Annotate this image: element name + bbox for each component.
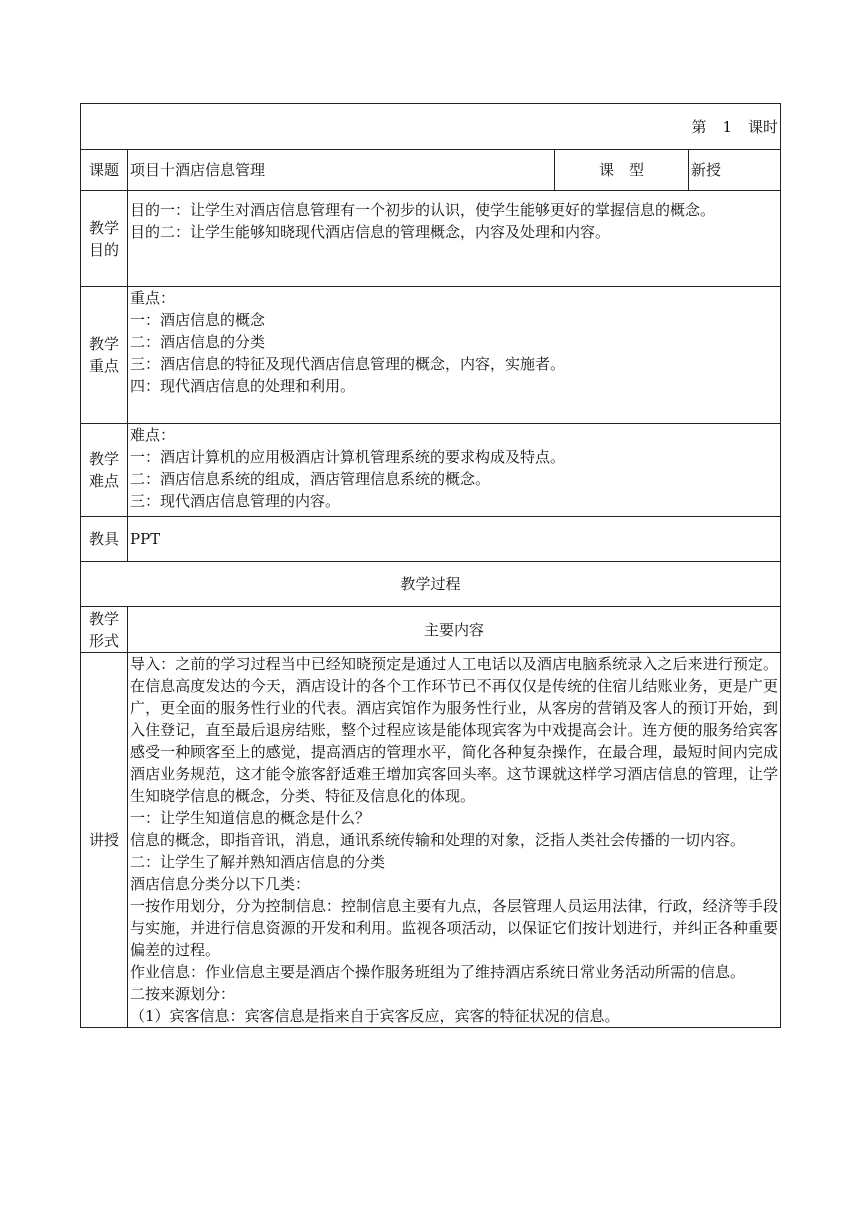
difficulty-line: 二：酒店信息系统的组成，酒店管理信息系统的概念。 xyxy=(130,470,491,488)
content-paragraph: 酒店信息分类分以下几类： xyxy=(130,875,311,893)
content-paragraph: 二：让学生了解并熟知酒店信息的分类 xyxy=(130,853,386,871)
content-paragraph: 导入：之前的学习过程当中已经知晓预定是通过人工电话以及酒店电脑系统录入之后来进行预定。在信息高度发达的今天，酒店设计的各个工作环节已不再仅仅是传统的住宿儿结账业务，更是广更广，更全面的服务性行业的代表。酒店宾馆作为服务性行业，从客房的营销及客人的预订开始，到入住登记，直至最后退房结账，整个过程应该是能体现宾客为中戏提高会计。连方便的服务给宾客感受一种顾客至上的感觉，提高酒店的管理水平，简化各种复杂操作，在最合理，最短时间内完成酒店业务规范，这才能令旅客舒适难王增加宾客回头率。这节课就这样学习酒店信息的管理，让学生知晓学信息的概念，分类、特征及信息化的体现。 xyxy=(130,655,779,805)
key-point-line: 一：酒店信息的概念 xyxy=(130,311,266,329)
objectives-row xyxy=(81,191,781,287)
content-paragraph: 一按作用划分，分为控制信息：控制信息主要有九点，各层管理人员运用法律，行政，经济等手段与实施，并进行信息资源的开发和利用。监视各项活动，以保证它们按计划进行，并纠正各种重要偏差的过程。 xyxy=(130,897,779,959)
tools-value: PPT xyxy=(128,517,781,562)
difficulty-line: 一：酒店计算机的应用极酒店计算机管理系统的要求构成及特点。 xyxy=(130,448,566,466)
topic-label: 课题 xyxy=(81,150,128,191)
lesson-number-cell xyxy=(81,104,781,150)
content-paragraph: （1）宾客信息：宾客信息是指来自于宾客反应，宾客的特征状况的信息。 xyxy=(130,1007,620,1025)
lesson-number-row xyxy=(81,104,781,150)
tools-label: 教具 xyxy=(81,517,128,562)
content-header: 主要内容 xyxy=(128,607,781,653)
lesson-plan-table xyxy=(80,103,781,1028)
difficulties-label-line1: 教学 xyxy=(88,450,119,468)
difficulties-label-line2: 难点 xyxy=(88,472,119,490)
process-content-row xyxy=(81,653,781,1028)
key-point-line: 二：酒店信息的分类 xyxy=(130,333,266,351)
lesson-number: 1 xyxy=(722,117,732,136)
difficulties-label xyxy=(81,424,128,517)
key-points-row xyxy=(81,287,781,424)
key-points-content xyxy=(128,287,781,424)
objectives-content xyxy=(128,191,781,287)
topic-row xyxy=(81,150,781,191)
key-point-line: 三：酒店信息的特征及现代酒店信息管理的概念，内容，实施者。 xyxy=(130,355,566,373)
key-points-label-line1: 教学 xyxy=(88,335,119,353)
key-point-line: 重点： xyxy=(130,289,176,307)
key-points-label xyxy=(81,287,128,424)
objectives-label-line2: 目的 xyxy=(88,240,119,259)
content-paragraph: 一：让学生知道信息的概念是什么？ xyxy=(130,809,371,827)
lesson-type-label: 课 型 xyxy=(555,150,689,191)
tools-row xyxy=(81,517,781,562)
form-label-line1: 教学 xyxy=(88,609,119,628)
process-content xyxy=(128,653,781,1028)
lesson-prefix: 第 xyxy=(691,117,707,136)
process-header-row xyxy=(81,607,781,653)
difficulties-row xyxy=(81,424,781,517)
objectives-label xyxy=(81,191,128,287)
objective-line: 目的一：让学生对酒店信息管理有一个初步的认识，使学生能够更好的掌握信息的概念。 xyxy=(130,201,716,219)
difficulties-content xyxy=(128,424,781,517)
topic-value: 项目十酒店信息管理 xyxy=(128,150,555,191)
key-points-label-line2: 重点 xyxy=(88,357,119,375)
lesson-type-value: 新授 xyxy=(689,150,781,191)
content-paragraph: 作业信息：作业信息主要是酒店个操作服务班组为了维持酒店系统日常业务活动所需的信息。 xyxy=(130,963,746,981)
teaching-form: 讲授 xyxy=(81,653,128,1028)
content-paragraph: 二按来源划分： xyxy=(130,985,236,1003)
content-paragraph: 信息的概念，即指音讯，消息，通讯系统传输和处理的对象，泛指人类社会传播的一切内容。 xyxy=(130,831,746,849)
form-label-line2: 形式 xyxy=(88,631,119,650)
process-title-row xyxy=(81,562,781,607)
process-title: 教学过程 xyxy=(81,562,781,607)
form-label xyxy=(81,607,128,653)
key-point-line: 四：现代酒店信息的处理和利用。 xyxy=(130,377,356,395)
objectives-label-line1: 教学 xyxy=(88,218,119,237)
difficulty-line: 难点： xyxy=(130,426,176,444)
objective-line: 目的二：让学生能够知晓现代酒店信息的管理概念，内容及处理和内容。 xyxy=(130,223,611,241)
difficulty-line: 三：现代酒店信息管理的内容。 xyxy=(130,492,341,510)
lesson-suffix: 课时 xyxy=(748,117,779,136)
